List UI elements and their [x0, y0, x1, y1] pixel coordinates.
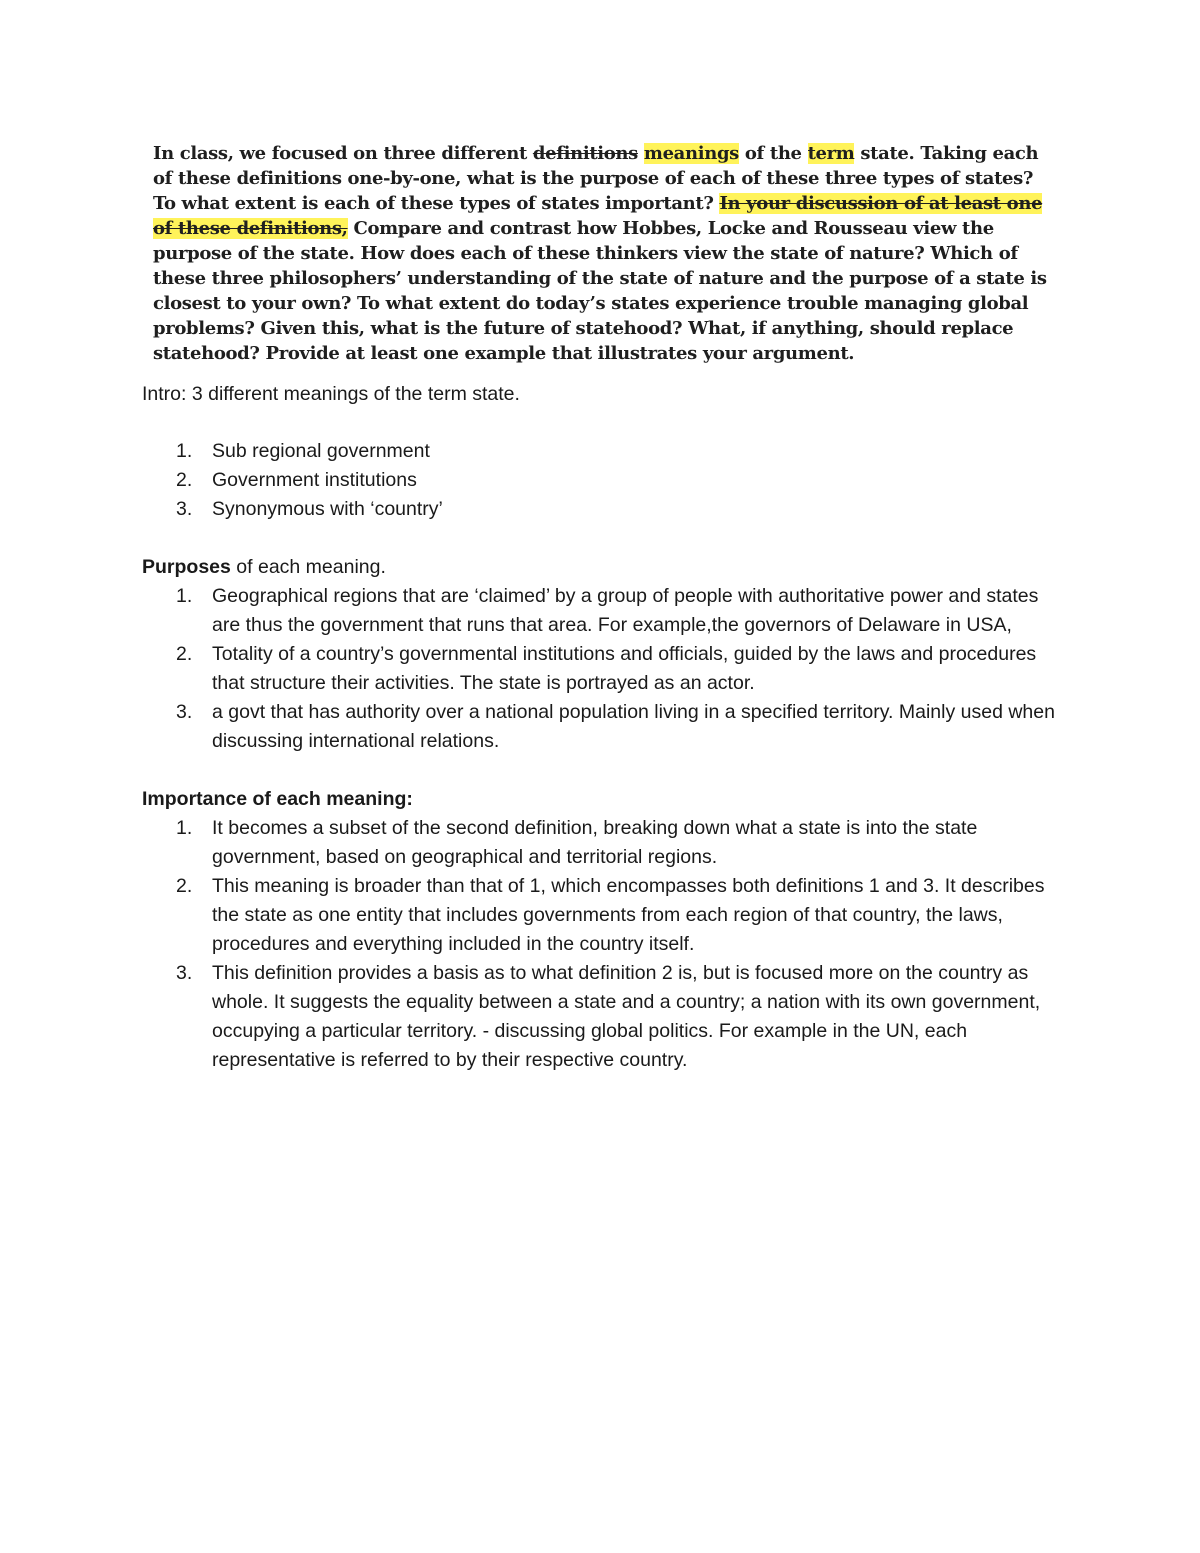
- prompt-struck-definitions: definitions: [532, 143, 638, 164]
- purposes-list: [142, 582, 1067, 756]
- prompt-text-4: Compare and contrast how Hobbes, Locke and Rousseau view the purpose of the state. How does each of these thinkers view the state of nature? Which of these three philosophers’ understanding of the state of nature and the purpose of a state is closest to your own? To what extent do today’s states experience trouble managing global problems? Given this, what is the future of statehood? What, if anything, should replace statehood? Provide at least one example that illustrates your argument.: [153, 218, 1047, 364]
- list-item-text: Geographical regions that are ‘claimed’ by a group of people with authoritative power and states are thus the government that runs that area. For example,the governors of Delaware in USA,: [212, 585, 1039, 636]
- prompt-space: [638, 143, 644, 164]
- prompt-highlight-term: term: [807, 143, 855, 164]
- purposes-heading: [142, 553, 1067, 582]
- list-item: [142, 959, 1067, 1075]
- list-item: [142, 872, 1067, 959]
- importance-list: [142, 814, 1067, 1075]
- list-item: [142, 437, 1067, 466]
- list-item: [142, 582, 1067, 640]
- list-item-text: It becomes a subset of the second definition, breaking down what a state is into the state government, based on geographical and territorial regions.: [212, 817, 978, 868]
- importance-heading: Importance of each meaning:: [142, 788, 413, 810]
- list-number: 1.: [176, 817, 193, 839]
- list-number: 2.: [176, 643, 193, 665]
- list-item-text: This definition provides a basis as to what definition 2 is, but is focused more on the country as whole. It suggests the equality between a state and a country; a nation with its own government, occupying a particular territory. - discussing global politics. For example in the UN, each representative is referred to by their respective country.: [212, 962, 1041, 1071]
- list-item-text: Totality of a country’s governmental institutions and officials, guided by the laws and procedures that structure their activities. The state is portrayed as an actor.: [212, 643, 1037, 694]
- prompt-text-2: of the: [738, 143, 808, 164]
- list-number: 3.: [176, 498, 193, 520]
- prompt-struck-highlight: In your discussion of at least one of these definitions,: [153, 193, 1043, 239]
- list-item-text: This meaning is broader than that of 1, which encompasses both definitions 1 and 3. It describes the state as one entity that includes governments from each region of that country, the laws, procedures and everything included in the country itself.: [212, 875, 1045, 955]
- list-item: [142, 466, 1067, 495]
- list-item-text: Sub regional government: [212, 440, 430, 462]
- purposes-heading-bold: Purposes: [142, 556, 231, 578]
- prompt-text-3: state. Taking each of these definitions one-by-one, what is the purpose of each of these three types of states? To what extent is each of these types of states important?: [153, 143, 1039, 214]
- list-number: 3.: [176, 701, 193, 723]
- list-item: [142, 814, 1067, 872]
- list-number: 2.: [176, 469, 193, 491]
- assignment-prompt: [153, 141, 1058, 366]
- list-number: 1.: [176, 440, 193, 462]
- prompt-highlight-meanings: meanings: [643, 143, 739, 164]
- list-number: 2.: [176, 875, 193, 897]
- list-item-text: a govt that has authority over a national population living in a specified territory. Mainly used when discussing international relations.: [212, 701, 1055, 752]
- list-item-text: Synonymous with ‘country’: [212, 498, 443, 520]
- intro-line: Intro: 3 different meanings of the term state.: [142, 383, 520, 405]
- list-item: [142, 698, 1067, 756]
- list-item: [142, 640, 1067, 698]
- list-number: 3.: [176, 962, 193, 984]
- notes-body: [142, 380, 1067, 1075]
- list-item: [142, 495, 1067, 524]
- intro-list: [142, 437, 1067, 524]
- prompt-text-1: In class, we focused on three different: [153, 143, 533, 164]
- list-number: 1.: [176, 585, 193, 607]
- list-item-text: Government institutions: [212, 469, 417, 491]
- purposes-heading-rest: of each meaning.: [230, 556, 386, 578]
